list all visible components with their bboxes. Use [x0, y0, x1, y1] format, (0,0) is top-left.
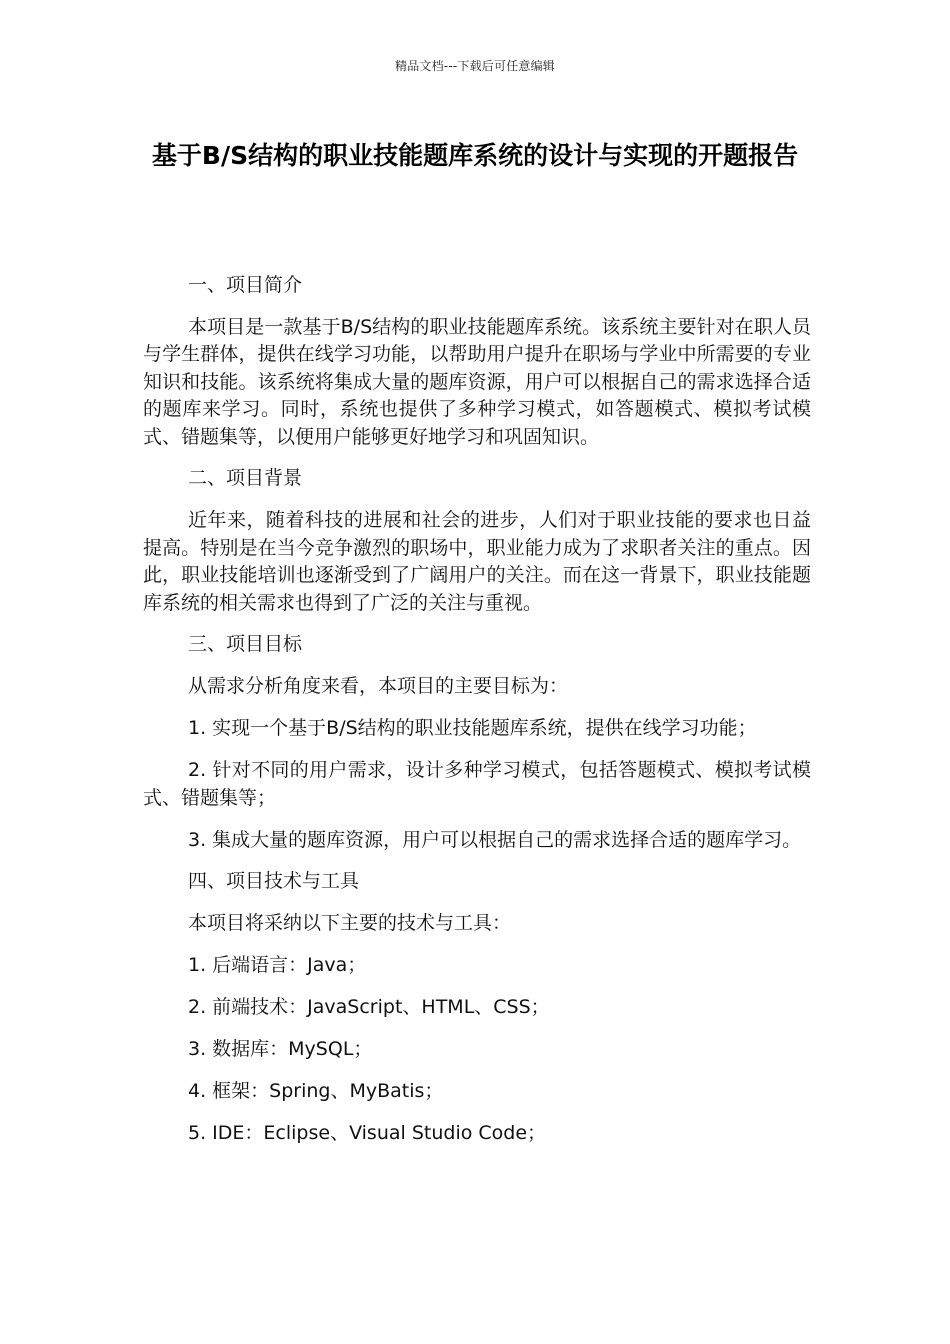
section-heading-background: 二、项目背景: [188, 467, 303, 490]
paragraph-background: 近年来，随着科技的进展和社会的进步，人们对于职业技能的要求也日益提高。特别是在当今竞争激烈的职场中，职业能力成为了求职者关注的重点。因此，职业技能培训也逐渐受到了广阔用户的关注。而在这一背景下，职业技能题库系统的相关需求也得到了广泛的关注与重视。: [143, 509, 811, 614]
tech-item-5: 5. IDE：Eclipse、Visual Studio Code；: [188, 1121, 547, 1144]
section-heading-tech: 四、项目技术与工具: [188, 870, 360, 893]
section-heading-goals: 三、项目目标: [188, 633, 303, 656]
goal-item-2: 2. 针对不同的用户需求，设计多种学习模式，包括答题模式、模拟考试模式、错题集等；: [143, 759, 811, 809]
tech-item-2: 2. 前端技术：JavaScript、HTML、CSS；: [188, 996, 550, 1019]
tech-item-4: 4. 框架：Spring、MyBatis；: [188, 1079, 444, 1102]
goal-item-1: 1. 实现一个基于B/S结构的职业技能题库系统，提供在线学习功能；: [188, 717, 757, 740]
document-title: 基于B/S结构的职业技能题库系统的设计与实现的开题报告: [151, 141, 799, 170]
goal-item-3: 3. 集成大量的题库资源，用户可以根据自己的需求选择合适的题库学习。: [188, 828, 802, 851]
tech-item-1: 1. 后端语言：Java；: [188, 954, 367, 977]
tech-item-3: 3. 数据库：MySQL；: [188, 1038, 373, 1061]
header-note: 精品文档---下载后可任意编辑: [395, 59, 555, 73]
document-body: [143, 272, 811, 1162]
paragraph-intro: 本项目是一款基于B/S结构的职业技能题库系统。该系统主要针对在职人员与学生群体，提供在线学习功能，以帮助用户提升在职场与学业中所需要的专业知识和技能。该系统将集成大量的题库资源，用户可以根据自己的需求选择合适的题库来学习。同时，系统也提供了多种学习模式，如答题模式、模拟考试模式、错题集等，以便用户能够更好地学习和巩固知识。: [143, 315, 811, 448]
paragraph-goals-intro: 从需求分析角度来看，本项目的主要目标为：: [188, 675, 569, 698]
section-heading-intro: 一、项目简介: [188, 274, 303, 296]
paragraph-tech-intro: 本项目将采纳以下主要的技术与工具：: [188, 912, 512, 935]
